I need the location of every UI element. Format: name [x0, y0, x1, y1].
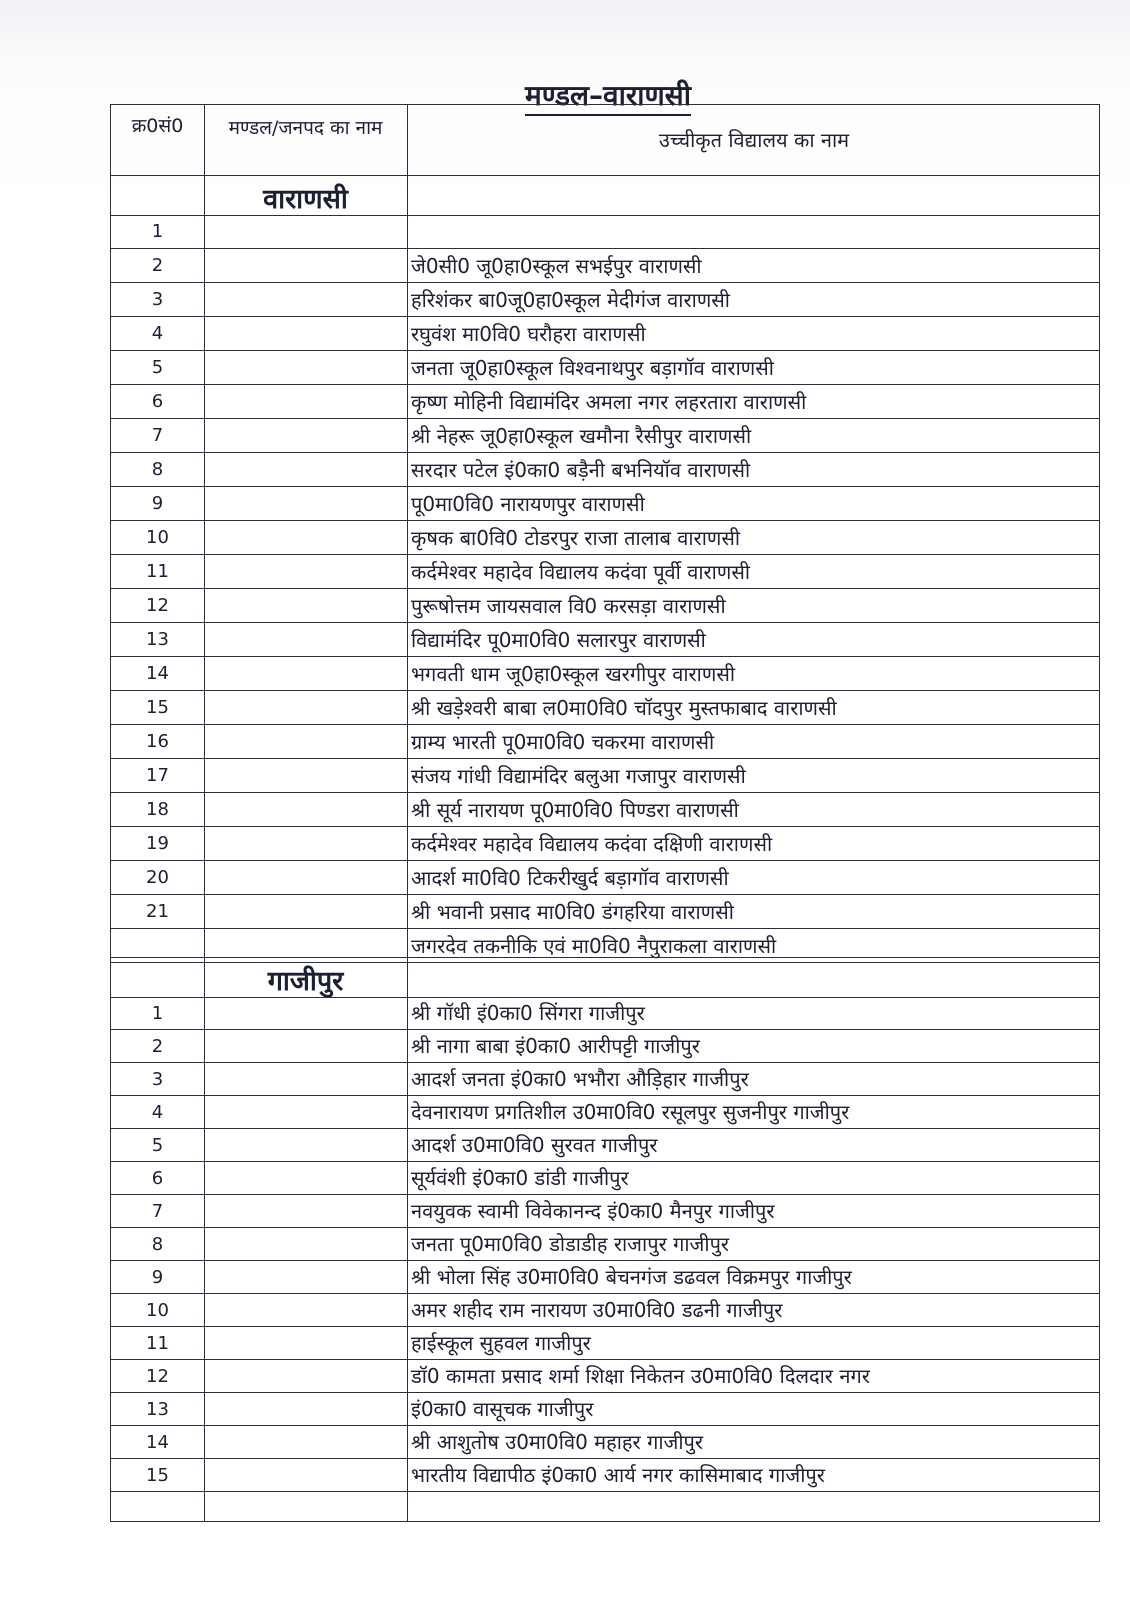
table-row — [111, 725, 1099, 759]
school-name: कर्दमेश्वर महादेव विद्यालय कदंवा दक्षिणी वाराणसी — [411, 832, 773, 856]
serial-number: 12 — [146, 595, 169, 616]
school-name: जनता जू0हा0स्कूल विश्वनाथपुर बड़ागॉव वाराणसी — [411, 356, 774, 380]
serial-number: 6 — [151, 391, 164, 412]
serial-number: 7 — [151, 1201, 164, 1222]
table-row — [111, 1030, 1099, 1063]
header-district: मण्डल/जनपद का नाम — [228, 117, 383, 139]
serial-number: 19 — [146, 833, 169, 854]
serial-number: 10 — [146, 1300, 169, 1321]
school-name: जगरदेव तकनीकि एवं मा0वि0 नैपुराकला वाराणसी — [411, 934, 777, 958]
school-name: कर्दमेश्वर महादेव विद्यालय कदंवा पूर्वी वाराणसी — [411, 560, 751, 584]
serial-number: 14 — [146, 1432, 169, 1453]
serial-number: 17 — [146, 765, 169, 786]
serial-number: 2 — [151, 1036, 164, 1057]
serial-number: 3 — [151, 1069, 164, 1090]
school-name: सूर्यवंशी इं0का0 डांडी गाजीपुर — [411, 1166, 629, 1190]
school-name: श्री नागा बाबा इं0का0 आरीपट्टी गाजीपुर — [411, 1034, 700, 1058]
serial-number: 8 — [151, 459, 164, 480]
serial-number: 7 — [151, 425, 164, 446]
school-name: संजय गांधी विद्यामंदिर बलुआ गजापुर वाराणसी — [411, 764, 746, 788]
table-row — [111, 283, 1099, 317]
serial-number: 15 — [146, 697, 169, 718]
table-row — [111, 691, 1099, 725]
table-row — [111, 1096, 1099, 1129]
table-row — [111, 1162, 1099, 1195]
table-row — [111, 1261, 1099, 1294]
header-school: उच्चीकृत विद्यालय का नाम — [658, 128, 850, 152]
school-name: विद्यामंदिर पू0मा0वि0 सलारपुर वाराणसी — [411, 628, 706, 652]
serial-number: 1 — [151, 221, 164, 242]
table-row — [111, 1459, 1099, 1492]
school-name: नवयुवक स्वामी विवेकानन्द इं0का0 मैनपुर गाजीपुर — [411, 1199, 775, 1223]
table-row — [111, 997, 1099, 1030]
school-name: श्री भोला सिंह उ0मा0वि0 बेचनगंज डढवल विक्रमपुर गाजीपुर — [411, 1265, 852, 1289]
table-row — [111, 1063, 1099, 1096]
school-name: पुरूषोत्तम जायसवाल वि0 करसड़ा वाराणसी — [411, 594, 726, 618]
school-name: डॉ0 कामता प्रसाद शर्मा शिक्षा निकेतन उ0मा0वि0 दिलदार नगर — [411, 1364, 870, 1388]
table-row — [111, 759, 1099, 793]
table-row — [111, 895, 1099, 929]
school-name: श्री सूर्य नारायण पू0मा0वि0 पिण्डरा वाराणसी — [411, 798, 739, 822]
school-name: पू0मा0वि0 नारायणपुर वाराणसी — [411, 492, 645, 516]
district-name: गाजीपुर — [267, 966, 344, 997]
serial-number: 10 — [146, 527, 169, 548]
serial-number: 5 — [151, 1135, 164, 1156]
table-row — [111, 419, 1099, 453]
serial-number: 3 — [151, 289, 164, 310]
school-name: श्री आशुतोष उ0मा0वि0 महाहर गाजीपुर — [411, 1430, 704, 1454]
serial-number: 2 — [151, 255, 164, 276]
school-name: श्री गॉधी इं0का0 सिंगरा गाजीपुर — [411, 1001, 645, 1025]
serial-number: 21 — [146, 901, 169, 922]
serial-number: 6 — [151, 1168, 164, 1189]
table-row — [111, 1195, 1099, 1228]
serial-number: 11 — [146, 561, 169, 582]
school-name: श्री खड़ेश्वरी बाबा ल0मा0वि0 चॉदपुर मुस्तफाबाद वाराणसी — [411, 696, 837, 720]
header-serial: क्र0सं0 — [131, 115, 184, 137]
serial-number: 4 — [151, 323, 164, 344]
table-row — [111, 249, 1099, 283]
table-row — [111, 385, 1099, 419]
table-row — [111, 521, 1099, 555]
table-row — [111, 1129, 1099, 1162]
table-row — [111, 351, 1099, 385]
table-row — [111, 215, 1099, 249]
serial-number: 18 — [146, 799, 169, 820]
table-row — [111, 1360, 1099, 1393]
table-row — [111, 827, 1099, 861]
serial-number: 13 — [146, 629, 169, 650]
table-row — [111, 793, 1099, 827]
school-name: कृष्ण मोहिनी विद्यामंदिर अमला नगर लहरतारा वाराणसी — [411, 390, 807, 414]
school-name: आदर्श जनता इं0का0 भभौरा औड़िहार गाजीपुर — [411, 1067, 749, 1091]
serial-number: 15 — [146, 1465, 169, 1486]
table-row — [111, 861, 1099, 895]
serial-number: 5 — [151, 357, 164, 378]
serial-number: 13 — [146, 1399, 169, 1420]
page-title: मण्डल–वाराणसी — [0, 76, 1130, 114]
school-name: जनता पू0मा0वि0 डोडाडीह राजापुर गाजीपुर — [411, 1232, 730, 1256]
serial-number: 9 — [151, 1267, 164, 1288]
serial-number: 4 — [151, 1102, 164, 1123]
table-row — [111, 1426, 1099, 1459]
school-name: सरदार पटेल इं0का0 बड़ैनी बभनियॉव वाराणसी — [411, 458, 751, 482]
serial-number: 9 — [151, 493, 164, 514]
school-name: हाईस्कूल सुहवल गाजीपुर — [411, 1331, 591, 1355]
table-row — [111, 1294, 1099, 1327]
serial-number: 16 — [146, 731, 169, 752]
school-name: श्री भवानी प्रसाद मा0वि0 डंगहरिया वाराणसी — [411, 900, 734, 924]
table-row — [111, 317, 1099, 351]
school-name: अमर शहीद राम नारायण उ0मा0वि0 डढनी गाजीपुर — [411, 1298, 783, 1322]
serial-number: 12 — [146, 1366, 169, 1387]
table-row — [111, 589, 1099, 623]
row-divider — [111, 1491, 1099, 1492]
schools-table — [110, 104, 1100, 1522]
serial-number: 20 — [146, 867, 169, 888]
school-name: ग्राम्य भारती पू0मा0वि0 चकरमा वाराणसी — [411, 730, 715, 754]
school-name: कृषक बा0वि0 टोडरपुर राजा तालाब वाराणसी — [411, 526, 741, 550]
school-name: श्री नेहरू जू0हा0स्कूल खमौना रैसीपुर वाराणसी — [411, 424, 752, 448]
table-row — [111, 487, 1099, 521]
school-name: आदर्श उ0मा0वि0 सुरवत गाजीपुर — [411, 1133, 658, 1157]
school-name: इं0का0 वासूचक गाजीपुर — [411, 1397, 594, 1421]
table-row — [111, 555, 1099, 589]
table-row — [111, 657, 1099, 691]
school-name: भगवती धाम जू0हा0स्कूल खरगीपुर वाराणसी — [411, 662, 736, 686]
district-name: वाराणसी — [263, 184, 348, 215]
school-name: देवनारायण प्रगतिशील उ0मा0वि0 रसूलपुर सुजनीपुर गाजीपुर — [411, 1100, 850, 1124]
school-name: भारतीय विद्यापीठ इं0का0 आर्य नगर कासिमाबाद गाजीपुर — [411, 1463, 825, 1487]
school-name — [411, 215, 1089, 249]
school-name: हरिशंकर बा0जू0हा0स्कूल मेदीगंज वाराणसी — [411, 288, 730, 312]
serial-number: 14 — [146, 663, 169, 684]
table-row — [111, 1228, 1099, 1261]
table-row — [111, 1327, 1099, 1360]
table-row — [111, 453, 1099, 487]
serial-number: 1 — [151, 1003, 164, 1024]
header-divider — [111, 175, 1099, 176]
table-row — [111, 623, 1099, 657]
table-row — [111, 1393, 1099, 1426]
serial-number: 8 — [151, 1234, 164, 1255]
school-name: आदर्श मा0वि0 टिकरीखुर्द बड़ागॉव वाराणसी — [411, 866, 729, 890]
school-name: रघुवंश मा0वि0 घरौहरा वाराणसी — [411, 322, 646, 346]
row-divider — [111, 957, 1099, 958]
school-name: जे0सी0 जू0हा0स्कूल सभईपुर वाराणसी — [411, 254, 702, 278]
serial-number: 11 — [146, 1333, 169, 1354]
